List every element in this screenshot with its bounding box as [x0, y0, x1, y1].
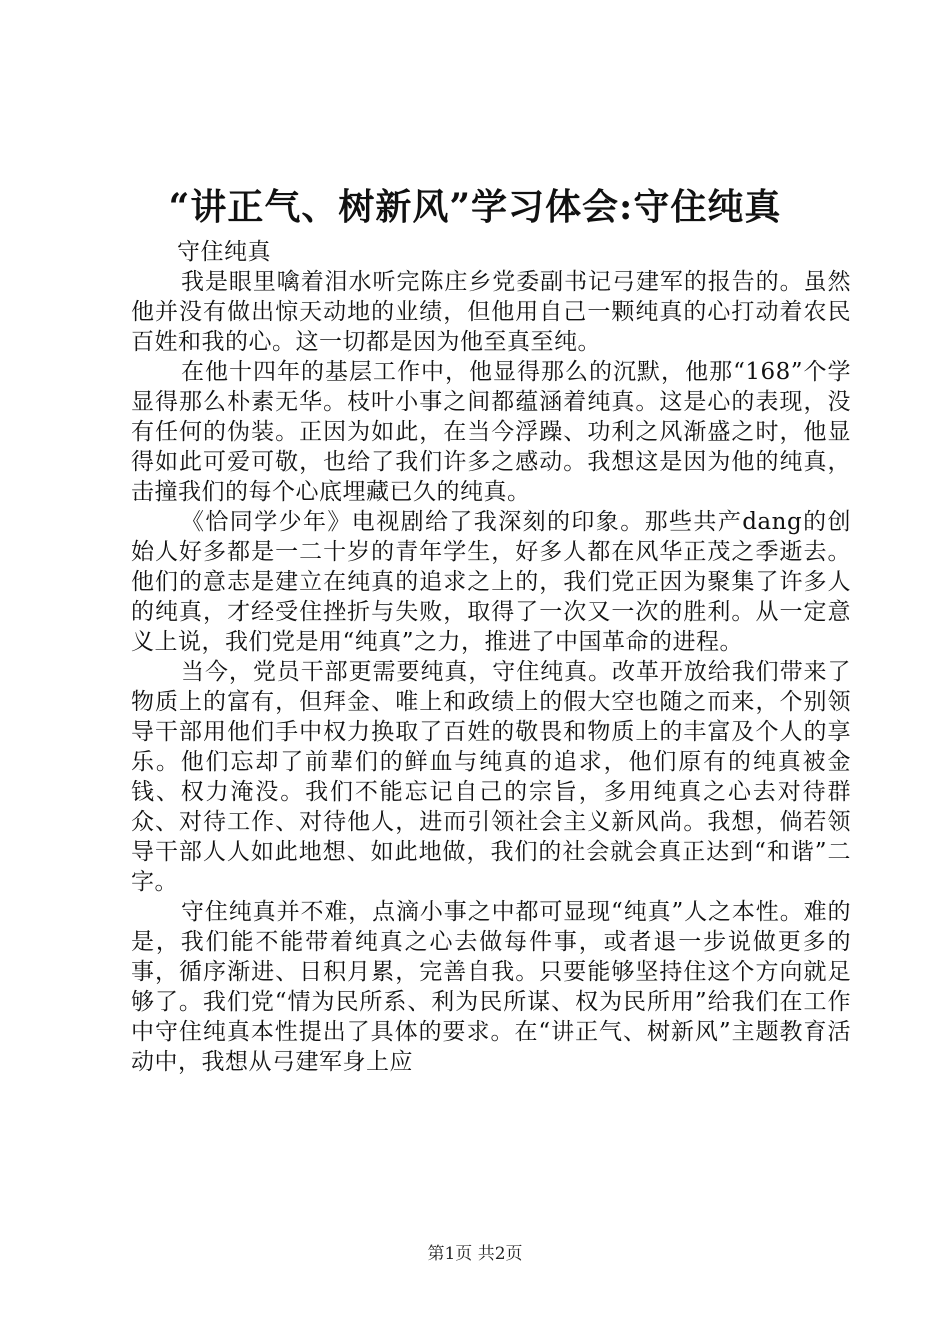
document-body	[131, 237, 851, 1077]
page-footer	[0, 1243, 950, 1265]
paragraph-2: 在他十四年的基层工作中，他显得那么的沉默，他那“168”个学显得那么朴素无华。枝叶小事之间都蕴涵着纯真。这是心的表现，没有任何的伪装。正因为如此，在当今浮躁、功利之风渐盛之时，他显得如此可爱可敬，也给了我们许多之感动。我想这是因为他的纯真，击撞我们的每个心底埋藏已久的纯真。	[131, 359, 851, 505]
paragraph-3: 《恰同学少年》电视剧给了我深刻的印象。那些共产dang的创始人好多都是一二十岁的青年学生，好多人都在风华正茂之季逝去。他们的意志是建立在纯真的追求之上的，我们党正因为聚集了许多人的纯真，才经受住挫折与失败，取得了一次又一次的胜利。从一定意义上说，我们党是用“纯真”之力，推进了中国革命的进程。	[131, 509, 851, 655]
page-title: “讲正气、树新风”学习体会:守住纯真	[168, 186, 782, 228]
page-number-indicator: 第1页 共2页	[427, 1244, 523, 1264]
paragraph-1: 我是眼里噙着泪水听完陈庄乡党委副书记弓建军的报告的。虽然他并没有做出惊天动地的业绩，但他用自己一颗纯真的心打动着农民百姓和我的心。这一切都是因为他至真至纯。	[131, 269, 851, 355]
paragraph-5: 守住纯真并不难，点滴小事之中都可显现“纯真”人之本性。难的是，我们能不能带着纯真之心去做每件事，或者退一步说做更多的事，循序渐进、日积月累，完善自我。只要能够坚持住这个方向就足够了。我们党“情为民所系、利为民所谋、权为民所用”给我们在工作中守住纯真本性提出了具体的要求。在“讲正气、树新风”主题教育活动中，我想从弓建军身上应	[131, 899, 851, 1075]
paragraph-4: 当今，党员干部更需要纯真，守住纯真。改革开放给我们带来了物质上的富有，但拜金、唯上和政绩上的假大空也随之而来，个别领导干部用他们手中权力换取了百姓的敬畏和物质上的丰富及个人的享乐。他们忘却了前辈们的鲜血与纯真的追求，他们原有的纯真被金钱、权力淹没。我们不能忘记自己的宗旨，多用纯真之心去对待群众、对待工作、对待他人，进而引领社会主义新风尚。我想，倘若领导干部人人如此地想、如此地做，我们的社会就会真正达到“和谐”二字。	[131, 659, 851, 895]
document-subtitle: 守住纯真	[177, 239, 271, 265]
